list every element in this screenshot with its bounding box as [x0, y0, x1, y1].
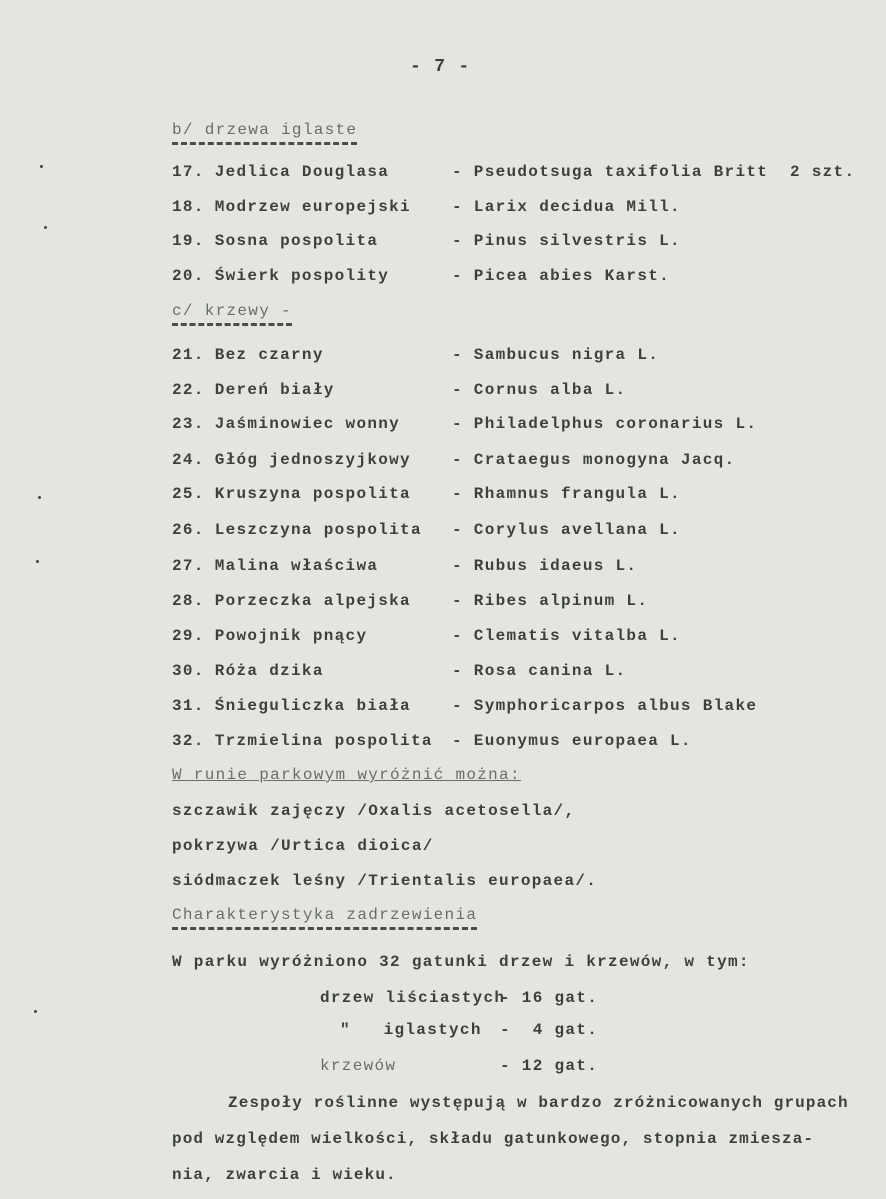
species-latin-name: - Euonymus europaea L.	[452, 732, 692, 750]
species-row	[172, 484, 411, 504]
breakdown-value: - 16 gat.	[500, 989, 599, 1007]
species-latin-name: - Symphoricarpos albus Blake	[452, 697, 758, 715]
species-number: 31.	[172, 697, 205, 715]
species-latin-name: - Rubus idaeus L.	[452, 557, 638, 575]
paragraph-line: Zespoły roślinne występują w bardzo zróżnicowanych grupach	[228, 1094, 849, 1112]
species-row	[172, 696, 411, 716]
breakdown-value: - 4 gat.	[500, 1021, 599, 1039]
margin-dot	[34, 1010, 37, 1013]
margin-dot	[40, 165, 43, 168]
species-latin-name: - Rhamnus frangula L.	[452, 485, 681, 503]
breakdown-value: - 12 gat.	[500, 1057, 599, 1075]
species-common-name: Trzmielina pospolita	[214, 732, 433, 750]
species-number: 21.	[172, 346, 205, 364]
species-latin-name: - Corylus avellana L.	[452, 521, 681, 539]
species-row	[172, 266, 389, 286]
characteristics-summary: W parku wyróżniono 32 gatunki drzew i krzewów, w tym:	[172, 953, 750, 971]
species-latin-name: - Pseudotsuga taxifolia Britt 2 szt.	[452, 163, 856, 181]
margin-dot	[38, 496, 41, 499]
species-latin-name: - Ribes alpinum L.	[452, 592, 649, 610]
breakdown-label: drzew liściastych	[320, 989, 506, 1007]
species-latin-name: - Philadelphus coronarius L.	[452, 415, 758, 433]
species-number: 32.	[172, 732, 205, 750]
margin-dot	[44, 226, 47, 229]
species-row	[172, 731, 433, 751]
species-number: 18.	[172, 198, 205, 216]
species-common-name: Leszczyna pospolita	[214, 521, 422, 539]
species-latin-name: - Clematis vitalba L.	[452, 627, 681, 645]
undergrowth-line: szczawik zajęczy /Oxalis acetosella/,	[172, 802, 576, 820]
species-common-name: Róża dzika	[214, 662, 324, 680]
species-common-name: Kruszyna pospolita	[214, 485, 411, 503]
paragraph-line: nia, zwarcia i wieku.	[172, 1166, 397, 1184]
section-c-heading: c/ krzewy -	[172, 301, 292, 326]
undergrowth-intro: W runie parkowym wyróżnić można:	[172, 766, 521, 784]
page-number: - 7 -	[410, 57, 471, 77]
species-row	[172, 345, 324, 365]
species-common-name: Modrzew europejski	[214, 198, 411, 216]
species-number: 23.	[172, 415, 205, 433]
species-row	[172, 414, 400, 434]
species-number: 19.	[172, 232, 205, 250]
species-number: 29.	[172, 627, 205, 645]
species-latin-name: - Rosa canina L.	[452, 662, 627, 680]
paragraph-line: pod względem wielkości, składu gatunkowego, stopnia zmiesza-	[172, 1130, 815, 1148]
species-common-name: Bez czarny	[214, 346, 324, 364]
species-row	[172, 450, 411, 470]
species-common-name: Głóg jednoszyjkowy	[214, 451, 411, 469]
species-number: 30.	[172, 662, 205, 680]
characteristics-heading: Charakterystyka zadrzewienia	[172, 905, 477, 930]
species-common-name: Jaśminowiec wonny	[214, 415, 401, 433]
species-number: 20.	[172, 267, 205, 285]
species-row	[172, 626, 367, 646]
species-row	[172, 197, 411, 217]
species-number: 24.	[172, 451, 205, 469]
species-number: 25.	[172, 485, 205, 503]
breakdown-label: krzewów	[320, 1057, 397, 1075]
undergrowth-line: siódmaczek leśny /Trientalis europaea/.	[172, 872, 598, 890]
species-latin-name: - Picea abies Karst.	[452, 267, 671, 285]
section-b-heading: b/ drzewa iglaste	[172, 120, 357, 145]
species-latin-name: - Pinus silvestris L.	[452, 232, 681, 250]
species-number: 26.	[172, 521, 205, 539]
species-row	[172, 591, 411, 611]
species-latin-name: - Larix decidua Mill.	[452, 198, 681, 216]
undergrowth-line: pokrzywa /Urtica dioica/	[172, 837, 434, 855]
species-row	[172, 661, 324, 681]
species-number: 17.	[172, 163, 205, 181]
species-row	[172, 556, 378, 576]
species-common-name: Sosna pospolita	[214, 232, 379, 250]
species-number: 22.	[172, 381, 205, 399]
species-common-name: Dereń biały	[214, 381, 335, 399]
species-row	[172, 520, 422, 540]
species-common-name: Śnieguliczka biała	[214, 697, 411, 715]
species-common-name: Świerk pospolity	[214, 267, 390, 285]
species-row	[172, 380, 335, 400]
species-row	[172, 162, 389, 182]
species-latin-name: - Cornus alba L.	[452, 381, 627, 399]
species-common-name: Jedlica Douglasa	[214, 163, 390, 181]
breakdown-label: " iglastych	[340, 1021, 482, 1039]
species-number: 27.	[172, 557, 205, 575]
species-latin-name: - Sambucus nigra L.	[452, 346, 660, 364]
species-number: 28.	[172, 592, 205, 610]
margin-dot	[36, 560, 39, 563]
species-common-name: Powojnik pnący	[214, 627, 368, 645]
species-common-name: Malina właściwa	[214, 557, 379, 575]
species-common-name: Porzeczka alpejska	[214, 592, 411, 610]
species-row	[172, 231, 378, 251]
species-latin-name: - Crataegus monogyna Jacq.	[452, 451, 736, 469]
